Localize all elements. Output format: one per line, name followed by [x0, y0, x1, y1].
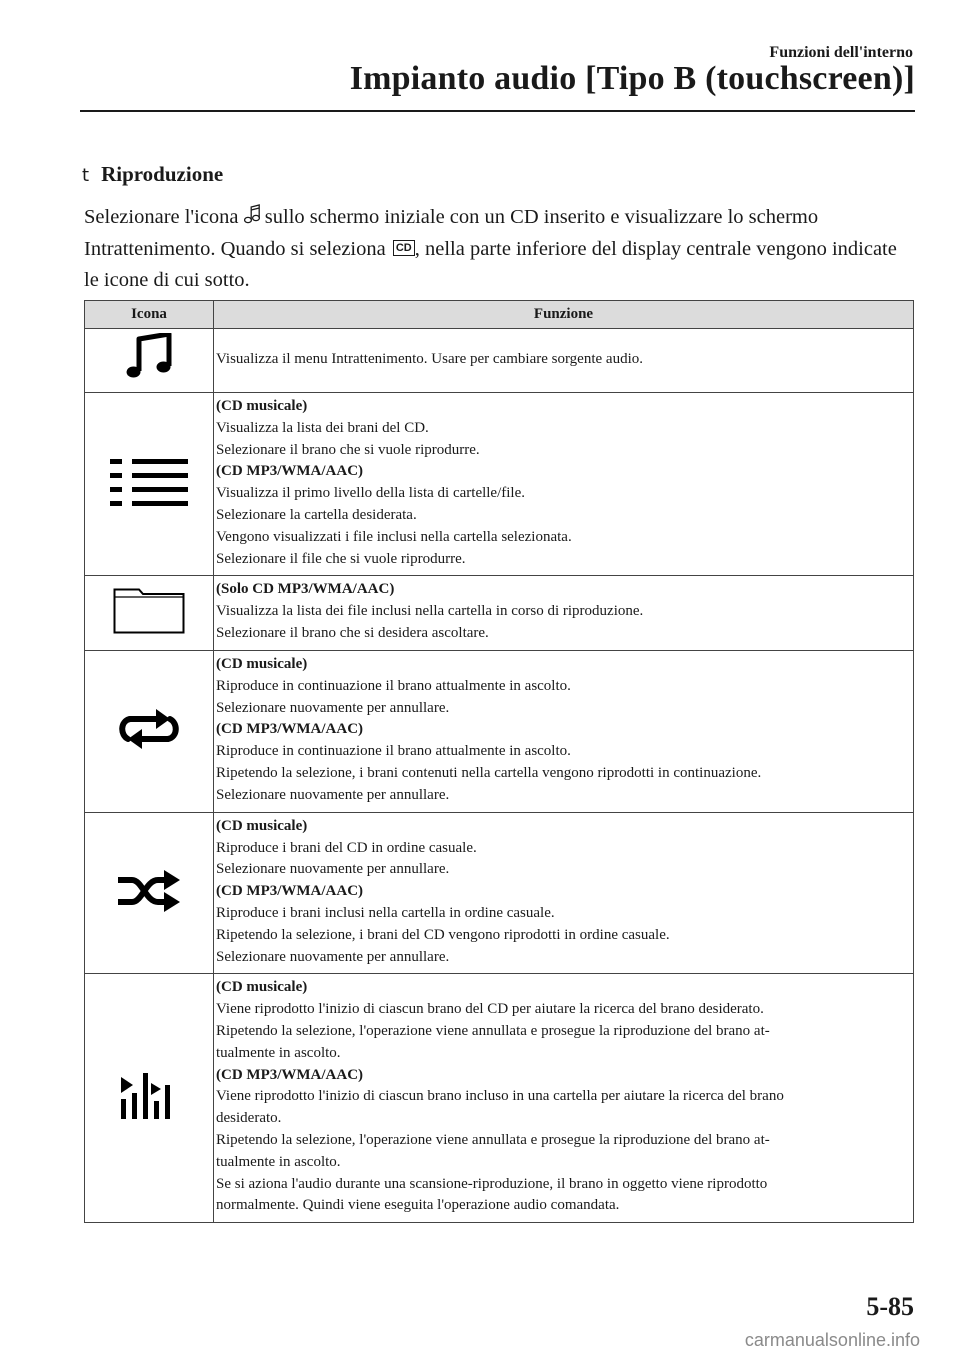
function-text-line: Riproduce in continuazione il brano attualmente in ascolto. — [216, 743, 571, 760]
function-subheading: (CD MP3/WMA/AAC) — [216, 1066, 364, 1083]
header-divider — [80, 110, 915, 112]
function-text-line: Selezionare nuovamente per annullare. — [216, 948, 450, 965]
function-text-line: Visualizza la lista dei brani del CD. — [216, 419, 429, 436]
function-subheading: (CD MP3/WMA/AAC) — [216, 463, 364, 480]
section-bullet: t — [82, 165, 90, 186]
intro-text-3: , nella parte inferiore del display centrale vengono indicate le icone di cui sotto. — [84, 237, 897, 291]
scan-icon — [119, 1108, 179, 1125]
icon-cell — [85, 576, 214, 650]
intro-text-1: Selezionare l'icona — [84, 206, 244, 228]
folder-icon — [113, 621, 185, 638]
function-text-line: Ripetendo la selezione, l'operazione viene annullata e prosegue la riproduzione del brano at- — [216, 1132, 770, 1149]
icon-cell — [85, 812, 214, 974]
repeat-icon — [116, 740, 182, 757]
table-header-row — [85, 301, 914, 329]
function-cell — [214, 974, 914, 1223]
function-text-line: Selezionare nuovamente per annullare. — [216, 861, 450, 878]
cd-source-icon: CD — [393, 240, 415, 256]
table-row — [85, 329, 914, 393]
table-row — [85, 393, 914, 576]
function-text-line: tualmente in ascolto. — [216, 1044, 341, 1061]
function-text-line: Selezionare il brano che si desidera ascoltare. — [216, 624, 489, 641]
function-text-line: Ripetendo la selezione, i brani del CD vengono riprodotti in ordine casuale. — [216, 926, 670, 943]
function-subheading: (CD MP3/WMA/AAC) — [216, 721, 364, 738]
column-header-icon: Icona — [85, 301, 214, 329]
list-icon — [110, 494, 188, 511]
table-row — [85, 576, 914, 650]
function-cell — [214, 650, 914, 812]
page-number: 5-85 — [866, 1292, 914, 1321]
function-text-line: Ripetendo la selezione, i brani contenuti nella cartella vengono riprodotti in continuazione. — [216, 764, 762, 781]
function-cell — [214, 812, 914, 974]
function-text-line: Visualizza il menu Intrattenimento. Usare per cambiare sorgente audio. — [216, 350, 643, 367]
function-text-line: desiderato. — [216, 1110, 282, 1127]
table-row — [85, 650, 914, 812]
intro-paragraph — [84, 202, 914, 296]
section-heading-text: Riproduzione — [101, 162, 224, 186]
function-text-line: Riproduce in continuazione il brano attualmente in ascolto. — [216, 677, 571, 694]
function-subheading: (CD musicale) — [216, 398, 308, 414]
function-text-line: Visualizza il primo livello della lista di cartelle/file. — [216, 485, 525, 502]
column-header-function: Funzione — [214, 301, 914, 329]
function-text-line: tualmente in ascolto. — [216, 1153, 341, 1170]
icon-function-table — [84, 300, 914, 1223]
section-heading — [82, 162, 223, 187]
function-text-line: Ripetendo la selezione, l'operazione viene annullata e prosegue la riproduzione del brano at- — [216, 1023, 770, 1040]
function-cell — [214, 329, 914, 393]
function-subheading: (Solo CD MP3/WMA/AAC) — [216, 581, 395, 598]
function-text-line: Riproduce i brani del CD in ordine casuale. — [216, 839, 477, 856]
function-text-line: Vengono visualizzati i file inclusi nella cartella selezionata. — [216, 528, 572, 545]
function-text-line: Visualizza la lista dei file inclusi nella cartella in corso di riproduzione. — [216, 603, 644, 620]
table-row — [85, 812, 914, 974]
watermark: carmanualsonline.info — [744, 1330, 920, 1350]
icon-cell — [85, 650, 214, 812]
page-title: Impianto audio [Tipo B (touchscreen)] — [349, 60, 915, 97]
function-text-line: Riproduce i brani inclusi nella cartella in ordine casuale. — [216, 904, 555, 921]
shuffle-icon — [116, 901, 182, 918]
function-text-line: Viene riprodotto l'inizio di ciascun brano incluso in una cartella per aiutare la ricerca del brano — [216, 1088, 784, 1105]
function-cell — [214, 393, 914, 576]
music-note-icon — [126, 370, 172, 387]
icon-cell — [85, 974, 214, 1223]
function-text-line: Viene riprodotto l'inizio di ciascun brano del CD per aiutare la ricerca del brano desiderato. — [216, 1001, 764, 1018]
function-text-line: Se si aziona l'audio durante una scansione-riproduzione, il brano in oggetto viene riprodotto — [216, 1175, 768, 1192]
function-text-line: Selezionare nuovamente per annullare. — [216, 786, 450, 803]
music-note-icon — [244, 203, 260, 234]
function-text-line: Selezionare la cartella desiderata. — [216, 506, 417, 523]
icon-cell — [85, 329, 214, 393]
function-text-line: normalmente. Quindi viene eseguita l'operazione audio comandata. — [216, 1197, 620, 1214]
function-text-line: Selezionare il file che si vuole riprodurre. — [216, 550, 466, 567]
function-subheading: (CD musicale) — [216, 817, 308, 834]
function-text-line: Selezionare nuovamente per annullare. — [216, 699, 450, 716]
intro-text-2: sullo schermo iniziale con un CD inserito e visualizzare lo schermo Intrattenimento. Quando si seleziona — [84, 206, 819, 260]
function-subheading: (CD musicale) — [216, 655, 308, 672]
function-cell — [214, 576, 914, 650]
function-text-line: Selezionare il brano che si vuole riprodurre. — [216, 441, 480, 458]
function-subheading: (CD musicale) — [216, 979, 308, 996]
icon-cell — [85, 393, 214, 576]
table-row — [85, 974, 914, 1223]
function-subheading: (CD MP3/WMA/AAC) — [216, 883, 364, 900]
header-section-label: Funzioni dell'interno — [769, 44, 913, 61]
